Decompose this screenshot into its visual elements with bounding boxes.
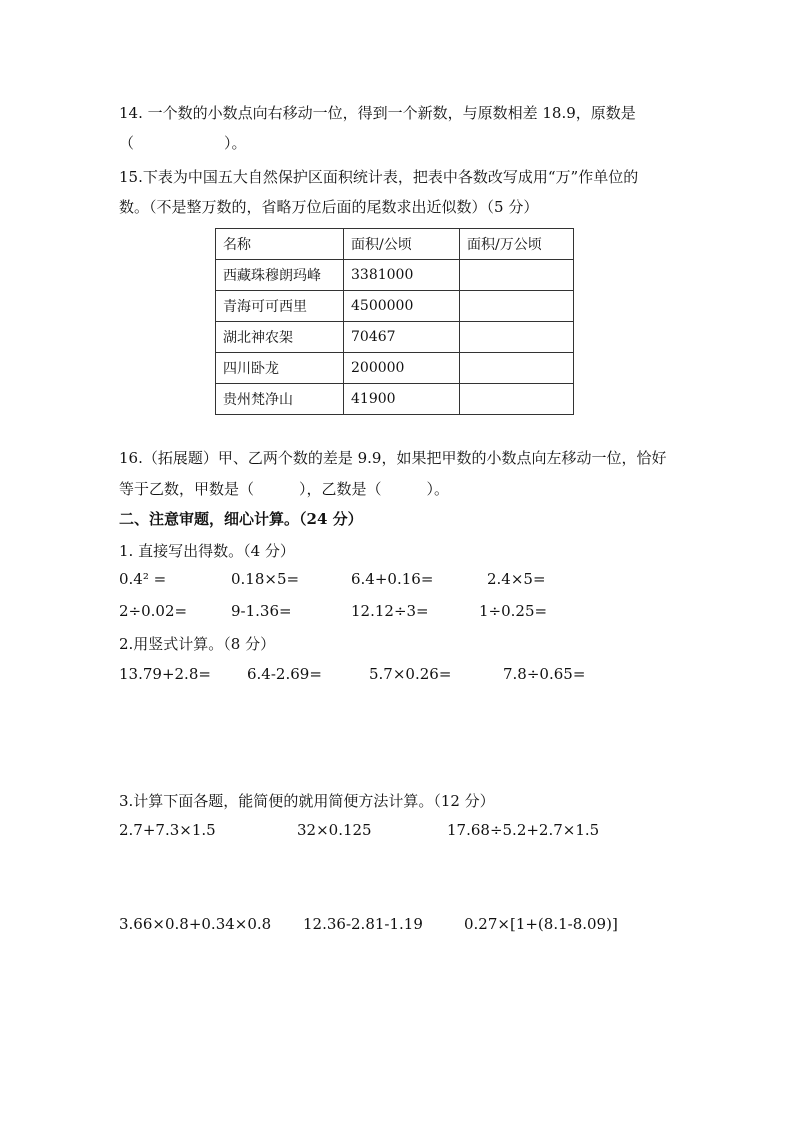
table-cell-name: 贵州梵净山 — [216, 384, 344, 415]
table-row — [216, 353, 574, 384]
table-cell-answer[interactable] — [460, 353, 574, 384]
part2-title: 2.用竖式计算。（8 分） — [119, 635, 276, 653]
table-cell-hectares: 70467 — [344, 322, 460, 353]
q15-line1: 15.下表为中国五大自然保护区面积统计表，把表中各数改写成用“万”作单位的 — [119, 168, 639, 186]
part1-title: 1. 直接写出得数。（4 分） — [119, 542, 295, 560]
expression: 12.12÷3= — [351, 602, 429, 620]
section2-title: 二、注意审题，细心计算。（24 分） — [119, 510, 363, 528]
expression: 7.8÷0.65= — [503, 665, 586, 683]
table-row — [216, 322, 574, 353]
table-header-10k-hectares: 面积/万公顷 — [460, 229, 574, 260]
table-cell-hectares: 41900 — [344, 384, 460, 415]
table-cell-hectares: 200000 — [344, 353, 460, 384]
table-header-hectares: 面积/公顷 — [344, 229, 460, 260]
table-cell-name: 西藏珠穆朗玛峰 — [216, 260, 344, 291]
expression: 1÷0.25= — [479, 602, 548, 620]
table-cell-hectares: 4500000 — [344, 291, 460, 322]
q16-line1: 16.（拓展题）甲、乙两个数的差是 9.9，如果把甲数的小数点向左移动一位，恰好 — [119, 449, 667, 467]
expression: 3.66×0.8+0.34×0.8 — [119, 915, 272, 933]
reserve-area-table — [215, 228, 574, 415]
part3-title: 3.计算下面各题，能简便的就用简便方法计算。（12 分） — [119, 792, 495, 810]
table-cell-answer[interactable] — [460, 291, 574, 322]
expression: 9-1.36= — [231, 602, 292, 620]
expression: 2÷0.02= — [119, 602, 188, 620]
table-header-row — [216, 229, 574, 260]
table-cell-answer[interactable] — [460, 384, 574, 415]
expression: 13.79+2.8= — [119, 665, 211, 683]
q15-line2: 数。（不是整万数的，省略万位后面的尾数求出近似数）（5 分） — [119, 198, 539, 216]
q14-line1: 14. 一个数的小数点向右移动一位，得到一个新数，与原数相差 18.9，原数是 — [119, 104, 636, 122]
expression: 6.4-2.69= — [247, 665, 322, 683]
expression: 0.4² = — [119, 570, 167, 588]
expression: 0.27×[1+(8.1-8.09)] — [464, 915, 618, 933]
expression: 12.36-2.81-1.19 — [303, 915, 423, 933]
table-cell-name: 青海可可西里 — [216, 291, 344, 322]
expression: 5.7×0.26= — [369, 665, 452, 683]
expression: 32×0.125 — [297, 821, 372, 839]
table-row — [216, 384, 574, 415]
q16-line2: 等于乙数，甲数是（ ），乙数是（ ）。 — [119, 480, 450, 498]
table-row — [216, 291, 574, 322]
table-cell-answer[interactable] — [460, 322, 574, 353]
table-header-name: 名称 — [216, 229, 344, 260]
table-cell-name: 四川卧龙 — [216, 353, 344, 384]
expression: 6.4+0.16= — [351, 570, 434, 588]
expression: 17.68÷5.2+2.7×1.5 — [447, 821, 600, 839]
expression: 2.4×5= — [487, 570, 546, 588]
q14-line2: （ ）。 — [119, 134, 247, 152]
table-cell-answer[interactable] — [460, 260, 574, 291]
table-row — [216, 260, 574, 291]
expression: 2.7+7.3×1.5 — [119, 821, 216, 839]
expression: 0.18×5= — [231, 570, 300, 588]
table-cell-name: 湖北神农架 — [216, 322, 344, 353]
table-cell-hectares: 3381000 — [344, 260, 460, 291]
